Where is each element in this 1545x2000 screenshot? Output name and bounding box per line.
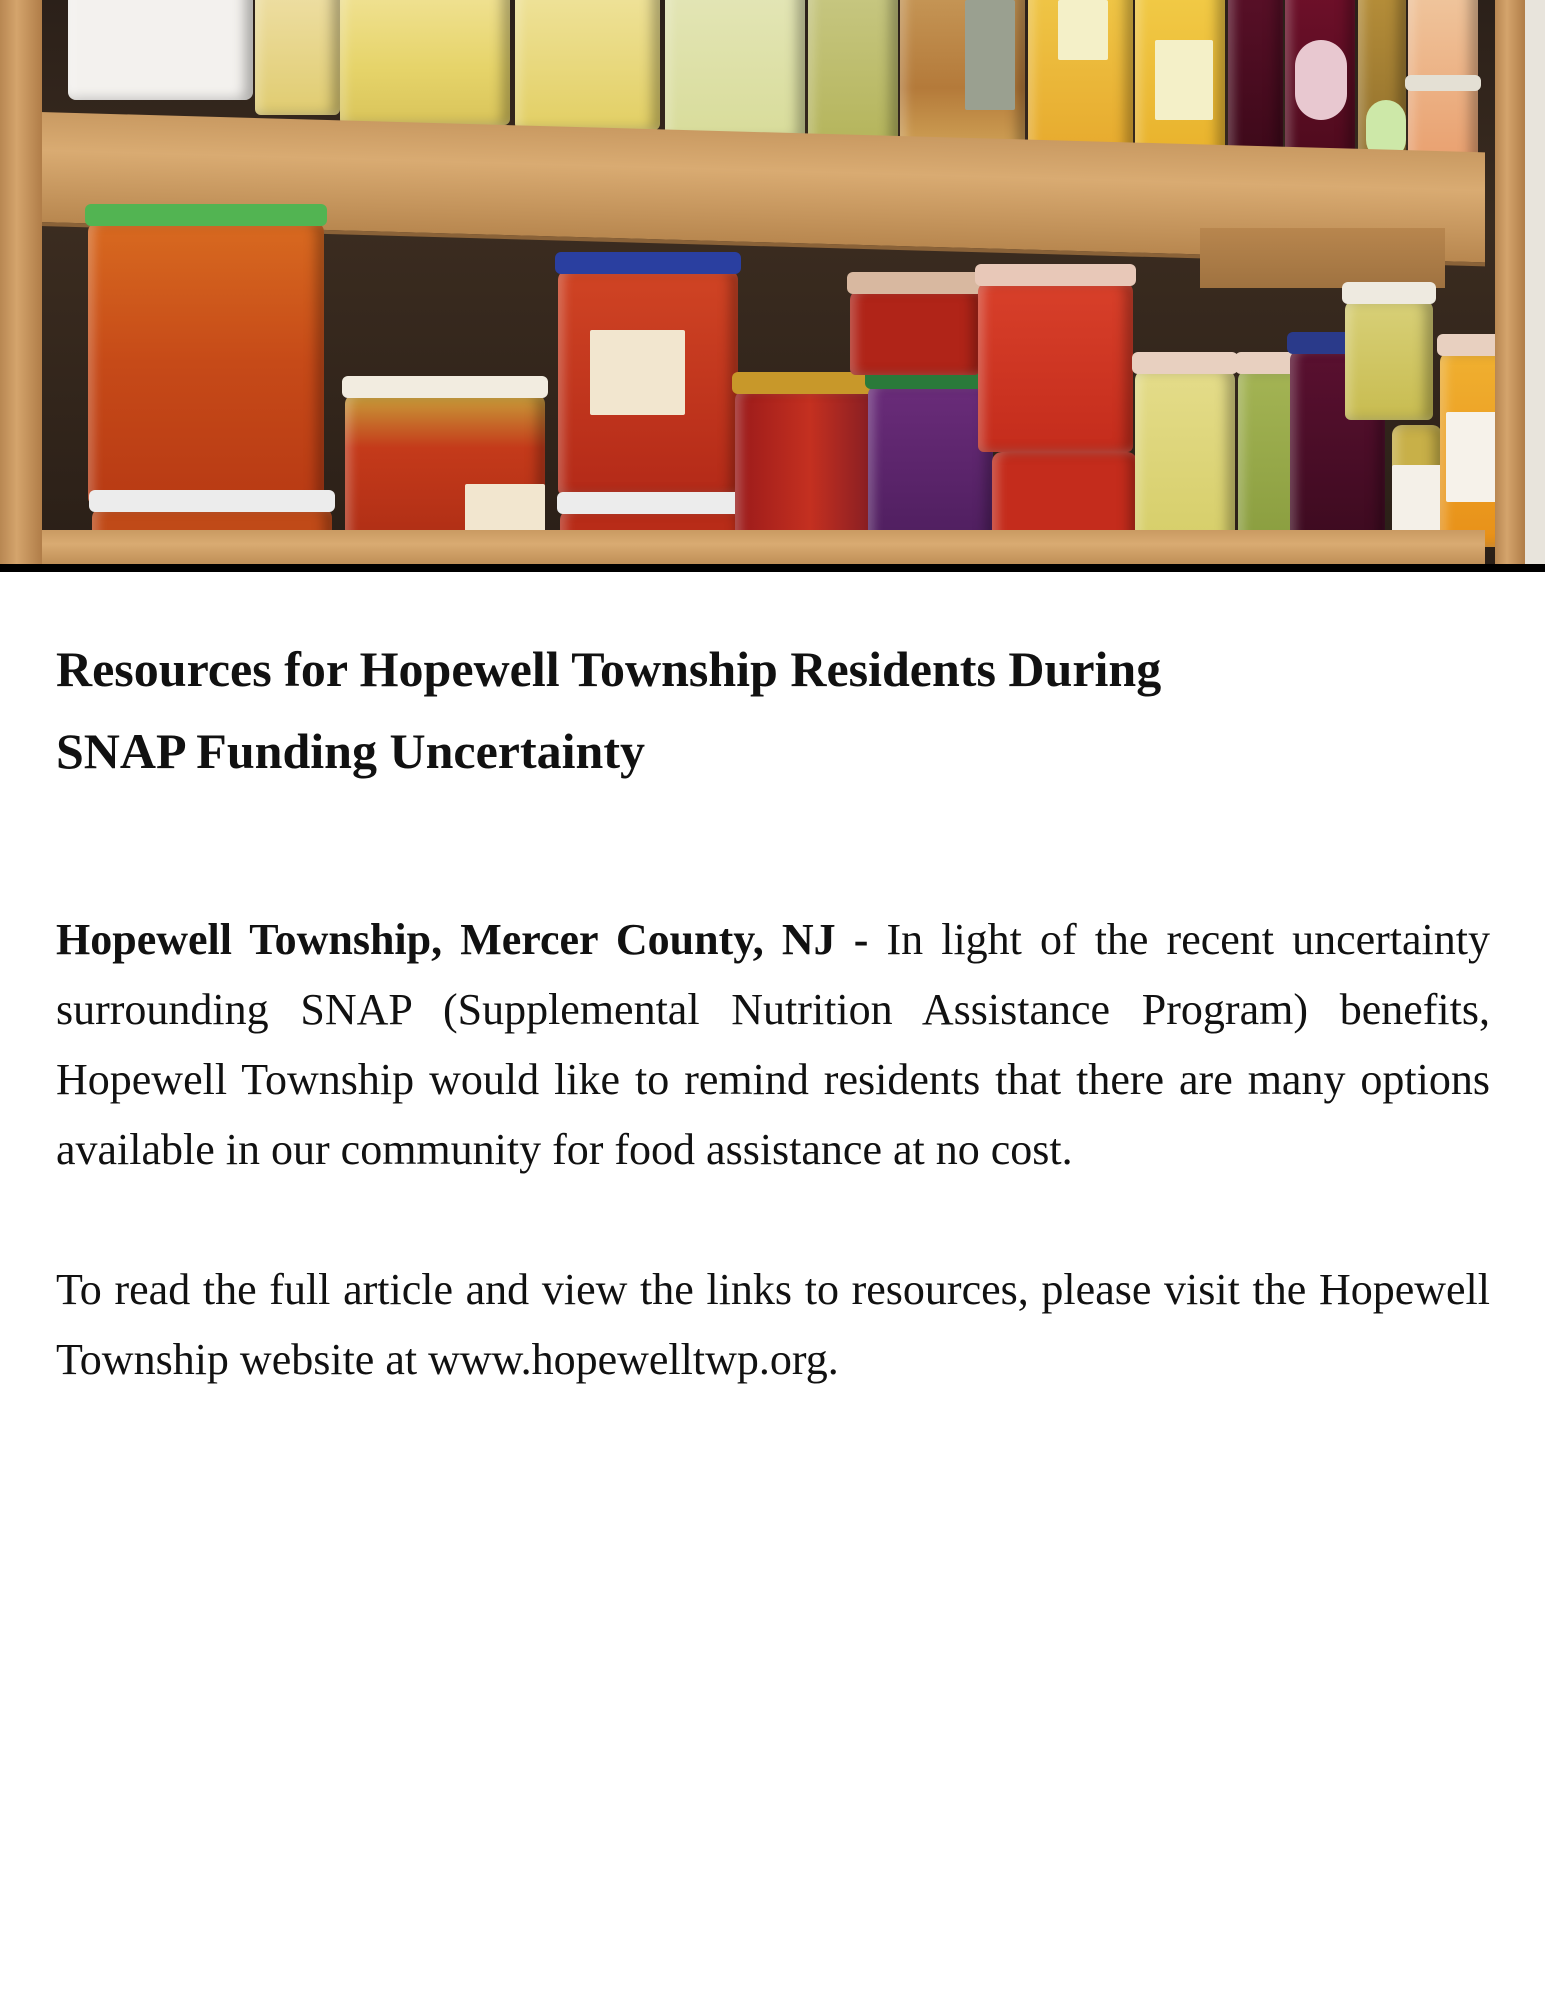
shelf-post-right <box>1495 0 1525 564</box>
jar <box>850 290 980 375</box>
page-title <box>56 628 1496 792</box>
title-line-1: Resources for Hopewell Township Residents During <box>56 641 1162 697</box>
shelf-post-left <box>0 0 42 564</box>
paragraph-1-text: In light of the recent uncertainty surrounding SNAP (Supplemental Nutrition Assistance Program) benefits, Hopewell Township would like to remind residents that there are many options available in our community for food assistance at no cost. <box>56 915 1491 1174</box>
article-paragraph-1 <box>56 905 1490 1185</box>
dateline: Hopewell Township, Mercer County, NJ - <box>56 915 869 964</box>
hero-photo-pantry-jars <box>0 0 1545 564</box>
jar <box>255 0 340 115</box>
paragraph-2-end: . <box>827 1335 839 1384</box>
jar <box>88 222 324 504</box>
website-link[interactable]: www.hopewelltwp.org <box>428 1335 828 1384</box>
jar <box>665 0 805 140</box>
article-paragraph-2 <box>56 1255 1490 1395</box>
jar-label <box>1058 0 1108 60</box>
jar-lid <box>85 204 327 226</box>
jar-label <box>965 0 1015 110</box>
jar-label <box>590 330 685 415</box>
paragraph-2-text: To read the full article and view the links to resources, please visit the Hopewell Township website at <box>56 1265 1490 1384</box>
jar-lid <box>1405 75 1481 91</box>
jar <box>340 0 510 125</box>
jar <box>68 0 253 100</box>
jar <box>808 0 898 150</box>
wall-edge <box>1525 0 1545 564</box>
jar <box>515 0 660 130</box>
jar-lid <box>1342 282 1436 304</box>
jar-lid <box>557 492 748 514</box>
jar-lid <box>847 272 983 294</box>
shelf-brace <box>1200 228 1445 288</box>
jar-label <box>1295 40 1347 120</box>
jar-lid <box>975 264 1136 286</box>
jar-lid <box>89 490 335 512</box>
jar <box>558 270 738 495</box>
jar-lid <box>342 376 548 398</box>
jar-lid <box>555 252 741 274</box>
jar-label <box>1155 40 1213 120</box>
jar <box>1345 300 1433 420</box>
bottom-shelf-board <box>40 530 1485 564</box>
jar <box>978 282 1133 452</box>
article-body <box>56 905 1490 1395</box>
photo-divider-rule <box>0 564 1545 572</box>
title-line-2: SNAP Funding Uncertainty <box>56 723 645 779</box>
jar-lid <box>1132 352 1238 374</box>
